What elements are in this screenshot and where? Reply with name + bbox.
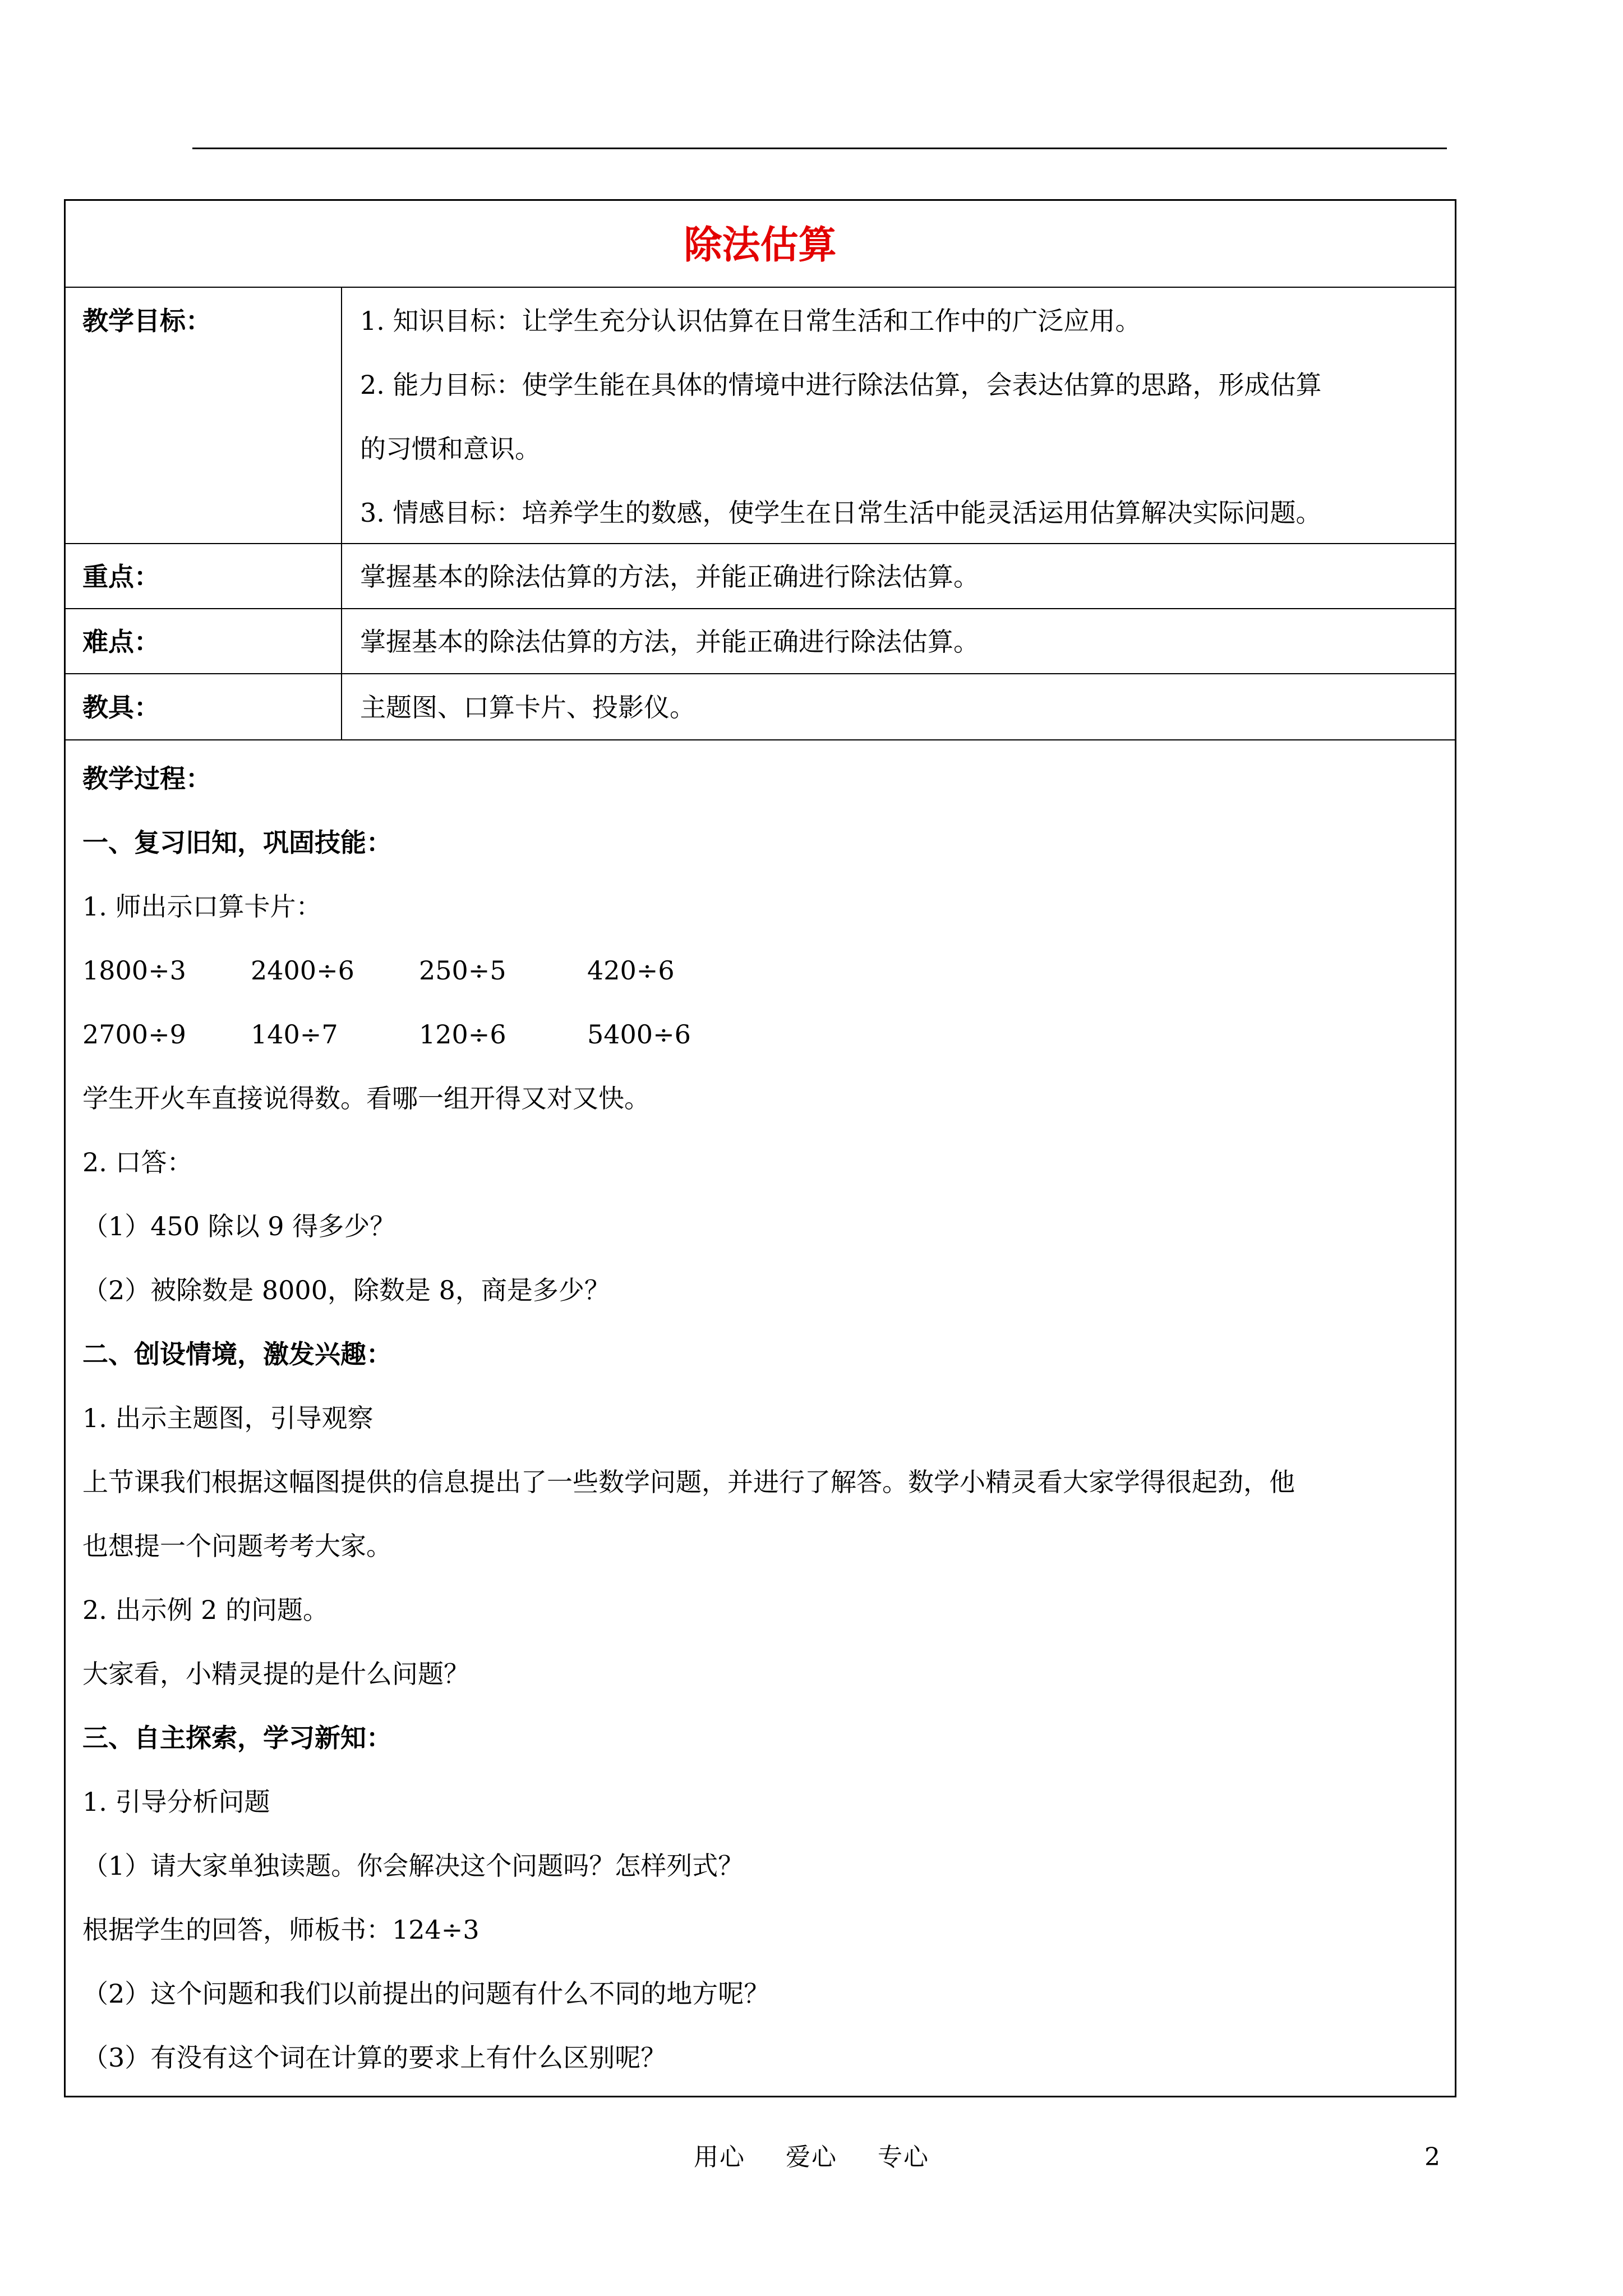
expression: 140÷7	[251, 1019, 338, 1050]
tools-text: 主题图、口算卡片、投影仪。	[360, 692, 695, 723]
process-text: 学生开火车直接说得数。看哪一组开得又对又快。	[82, 1083, 650, 1114]
oral-cards-row	[82, 1018, 1440, 1082]
process-label: 教学过程：	[82, 763, 211, 794]
process-text: 根据学生的回答，师板书：124÷3	[82, 1915, 479, 1945]
question: （1）请大家单独读题。你会解决这个问题吗？怎样列式？	[82, 1851, 744, 1881]
objective-item: 3. 情感目标：培养学生的数感，使学生在日常生活中能灵活运用估算解决实际问题。	[360, 498, 1322, 528]
section-heading: 二、创设情境，激发兴趣：	[82, 1339, 392, 1369]
expression: 420÷6	[587, 955, 675, 986]
oral-cards-row	[82, 954, 1440, 1018]
teaching-process	[82, 762, 1440, 2105]
objectives-content	[360, 304, 1442, 560]
footer-word: 爱心	[786, 2143, 837, 2171]
row-divider	[66, 608, 1455, 609]
process-item: 2. 出示例 2 的问题。	[82, 1595, 329, 1625]
objectives-label: 教学目标：	[82, 306, 211, 336]
row-divider	[66, 673, 1455, 674]
expression: 120÷6	[419, 1019, 506, 1050]
expression: 5400÷6	[587, 1019, 691, 1050]
question: （2）被除数是 8000，除数是 8，商是多少？	[82, 1275, 610, 1305]
page-number: 2	[1424, 2143, 1440, 2171]
footer-word: 专心	[878, 2143, 929, 2171]
objective-item: 的习惯和意识。	[360, 434, 541, 464]
key-point-text: 掌握基本的除法估算的方法，并能正确进行除法估算。	[360, 562, 979, 592]
expression: 2700÷9	[82, 1019, 186, 1050]
objective-item: 1. 知识目标：让学生充分认识估算在日常生活和工作中的广泛应用。	[360, 306, 1141, 336]
process-text: 上节课我们根据这幅图提供的信息提出了一些数学问题，并进行了解答。数学小精灵看大家学得很起劲，他	[82, 1467, 1295, 1497]
difficulty-text: 掌握基本的除法估算的方法，并能正确进行除法估算。	[360, 627, 979, 657]
footer-motto	[0, 2141, 1623, 2174]
expression: 2400÷6	[251, 955, 354, 986]
question: （1）450 除以 9 得多少？	[82, 1211, 396, 1241]
question: （2）这个问题和我们以前提出的问题有什么不同的地方呢？	[82, 1978, 770, 2009]
header-rule	[192, 148, 1447, 149]
expression: 1800÷3	[82, 955, 186, 986]
lesson-plan-table	[64, 199, 1456, 2097]
tools-label: 教具：	[82, 692, 160, 723]
process-text: 也想提一个问题考考大家。	[82, 1531, 392, 1561]
section-heading: 一、复习旧知，巩固技能：	[82, 827, 392, 858]
page-title: 除法估算	[684, 223, 837, 268]
column-divider	[341, 287, 342, 739]
question: （3）有没有这个词在计算的要求上有什么区别呢？	[82, 2042, 667, 2073]
expression: 250÷5	[419, 955, 506, 986]
section-heading: 三、自主探索，学习新知：	[82, 1723, 392, 1753]
process-item: 1. 师出示口算卡片：	[82, 891, 322, 922]
process-item: 1. 出示主题图，引导观察	[82, 1403, 374, 1433]
key-point-label: 重点：	[82, 562, 160, 592]
row-divider	[66, 739, 1455, 740]
objective-item: 2. 能力目标：使学生能在具体的情境中进行除法估算，会表达估算的思路，形成估算	[360, 370, 1322, 400]
footer-word: 用心	[694, 2143, 745, 2171]
process-item: 1. 引导分析问题	[82, 1787, 270, 1817]
difficulty-label: 难点：	[82, 627, 160, 657]
row-divider	[66, 287, 1455, 288]
process-text: 大家看，小精灵提的是什么问题？	[82, 1659, 469, 1689]
process-item: 2. 口答：	[82, 1147, 193, 1177]
